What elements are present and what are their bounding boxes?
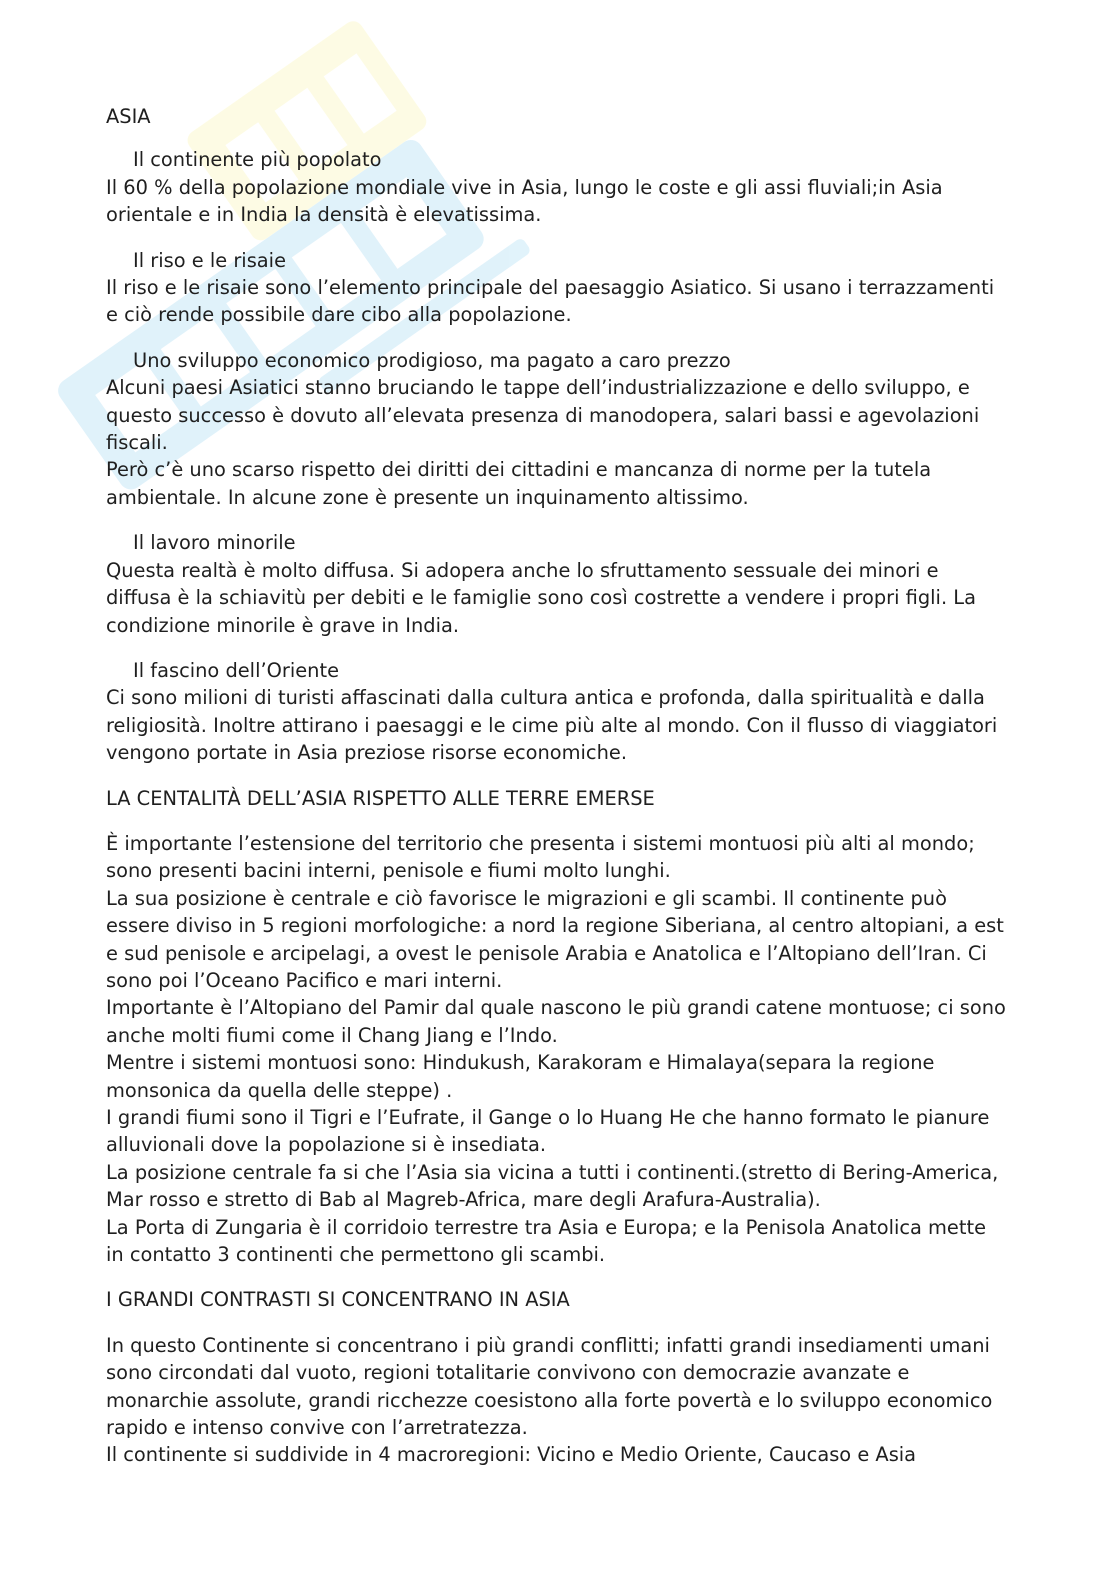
subsection-popolato — [106, 146, 1006, 228]
subsection-fascino — [106, 657, 1006, 767]
subsection-sviluppo — [106, 347, 1006, 511]
paragraph: La Porta di Zungaria è il corridoio terrestre tra Asia e Europa; e la Penisola Anatolica mette in contatto 3 continenti che permettono gli scambi. — [106, 1215, 986, 1267]
paragraph: Il riso e le risaie sono l’elemento principale del paesaggio Asiatico. Si usano i terrazzamenti e ciò rende possibile dare cibo alla popolazione. — [106, 276, 995, 327]
document-title: ASIA — [106, 105, 151, 128]
paragraph: Però c’è uno scarso rispetto dei diritti dei cittadini e mancanza di norme per la tutela ambientale. In alcune zone è presente un inquinamento altissimo. — [106, 458, 932, 509]
paragraph: Il continente si suddivide in 4 macroregioni: Vicino e Medio Oriente, Caucaso e Asia — [106, 1443, 917, 1467]
paragraph: I grandi fiumi sono il Tigri e l’Eufrate, il Gange o lo Huang He che hanno formato le pianure alluvionali dove la popolazione si è insediata. — [106, 1106, 990, 1157]
paragraph: È importante l’estensione del territorio che presenta i sistemi montuosi più alti al mondo; sono presenti bacini interni, penisole e fiumi molto lunghi. — [106, 831, 975, 883]
subsection-heading: Uno sviluppo economico prodigioso, ma pagato a caro prezzo — [133, 348, 731, 372]
paragraph: Alcuni paesi Asiatici stanno bruciando le tappe dell’industrializzazione e dello sviluppo, e questo successo è dovuto all’elevata presenza di manodopera, salari bassi e agevolazioni fiscali. — [106, 376, 980, 455]
paragraph: La posizione centrale fa si che l’Asia sia vicina a tutti i continenti.(stretto di Bering-America, Mar rosso e stretto di Bab al Magreb-Africa, mare degli Arafura-Australia). — [106, 1160, 999, 1212]
paragraph: Il 60 % della popolazione mondiale vive in Asia, lungo le coste e gli assi fluviali;in Asia orientale e in India la densità è elevatissima. — [106, 175, 943, 227]
section-title: LA CENTALITÀ DELL’ASIA RISPETTO ALLE TERRE EMERSE — [106, 786, 655, 810]
subsection-heading: Il continente più popolato — [133, 148, 382, 172]
paragraph: In questo Continente si concentrano i più grandi conflitti; infatti grandi insediamenti umani sono circondati dal vuoto, regioni totalitarie convivono con democrazie avanzate e monarchie assolute, grandi ricchezze coesistono alla forte povertà e lo sviluppo economico rapido e intenso convive con l’arretratezza. — [106, 1333, 993, 1440]
subsection-heading: Il riso e le risaie — [133, 248, 286, 272]
paragraph: Mentre i sistemi montuosi sono: Hindukush, Karakoram e Himalaya(separa la regione monsonica da quella delle steppe) . — [106, 1051, 935, 1102]
section-title: I GRANDI CONTRASTI SI CONCENTRANO IN ASIA — [106, 1288, 570, 1312]
subsection-heading: Il fascino dell’Oriente — [133, 658, 339, 682]
section-contrasti — [106, 1286, 1006, 1468]
subsection-riso — [106, 247, 1006, 329]
subsection-lavoro-minorile — [106, 529, 1006, 639]
subsection-heading: Il lavoro minorile — [133, 531, 296, 555]
paragraph: Questa realtà è molto diffusa. Si adopera anche lo sfruttamento sessuale dei minori e diffusa è la schiavitù per debiti e le famiglie sono così costrette a vendere i propri figli. La condizione minorile è grave in India. — [106, 558, 976, 637]
paragraph: Ci sono milioni di turisti affascinati dalla cultura antica e profonda, dalla spiritualità e dalla religiosità. Inoltre attirano i paesaggi e le cime più alte al mondo. Con il flusso di viaggiatori vengono portate in Asia preziose risorse economiche. — [106, 686, 998, 765]
paragraph: Importante è l’Altopiano del Pamir dal quale nascono le più grandi catene montuose; ci sono anche molti fiumi come il Chang Jiang e l’Indo. — [106, 996, 1006, 1047]
document-page — [106, 103, 1006, 1487]
paragraph: La sua posizione è centrale e ciò favorisce le migrazioni e gli scambi. Il continente può essere diviso in 5 regioni morfologiche: a nord la regione Siberiana, al centro altopiani, a est e sud penisole e arcipelagi, a ovest le penisole Arabia e Anatolica e l’Altopiano dell’Iran. Ci sono poi l’Oceano Pacifico e mari interni. — [106, 886, 1004, 992]
section-centralita — [106, 785, 1006, 1269]
